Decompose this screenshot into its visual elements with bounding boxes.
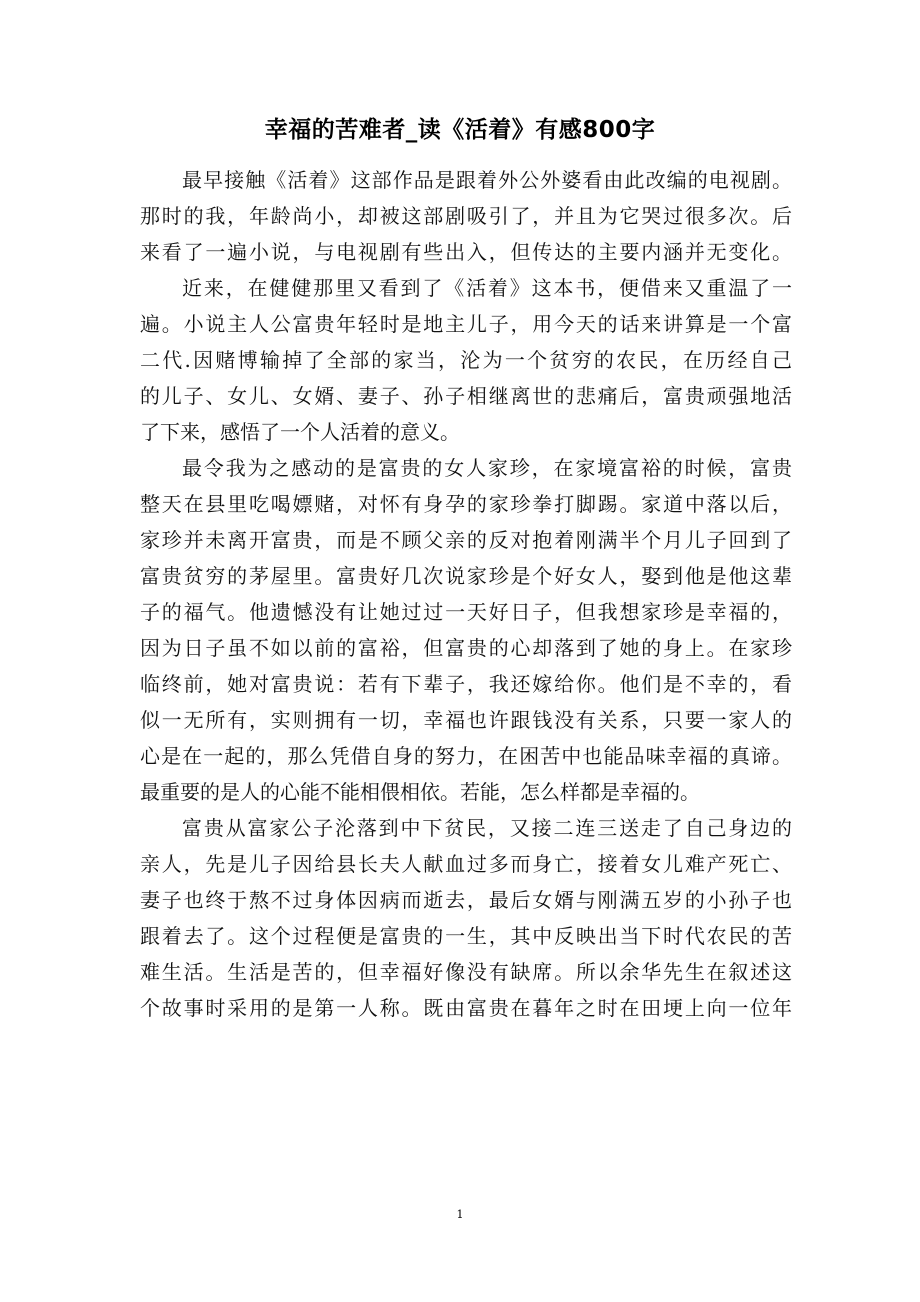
text-line: 整天在县里吃喝嫖赌，对怀有身孕的家珍拳打脚踢。家道中落以后， — [140, 492, 792, 516]
text-line: 来看了一遍小说，与电视剧有些出入，但传达的主要内涵并无变化。 — [140, 240, 792, 264]
document-title: 幸福的苦难者_读《活着》有感800字 — [264, 117, 656, 143]
text-line: 那时的我，年龄尚小，却被这部剧吸引了，并且为它哭过很多次。后 — [140, 204, 792, 228]
text-line: 妻子也终于熬不过身体因病而逝去，最后女婿与刚满五岁的小孙子也 — [140, 888, 792, 912]
paragraph-1 — [140, 162, 792, 270]
text-line: 遍。小说主人公富贵年轻时是地主儿子，用今天的话来讲算是一个富 — [140, 312, 792, 336]
text-line: 临终前，她对富贵说：若有下辈子，我还嫁给你。他们是不幸的，看 — [140, 672, 792, 696]
text-line: 跟着去了。这个过程便是富贵的一生，其中反映出当下时代农民的苦 — [140, 924, 792, 948]
text-line: 个故事时采用的是第一人称。既由富贵在暮年之时在田埂上向一位年 — [140, 996, 792, 1020]
page-number: 1 — [456, 1208, 464, 1221]
text-line: 似一无所有，实则拥有一切，幸福也许跟钱没有关系，只要一家人的 — [140, 708, 792, 732]
text-line: 最重要的是人的心能不能相偎相依。若能，怎么样都是幸福的。 — [140, 780, 700, 804]
text-line: 近来，在健健那里又看到了《活着》这本书，便借来又重温了一 — [182, 276, 792, 300]
text-line: 家珍并未离开富贵，而是不顾父亲的反对抱着刚满半个月儿子回到了 — [140, 528, 792, 552]
paragraph-2 — [140, 270, 792, 450]
text-line: 心是在一起的，那么凭借自身的努力，在困苦中也能品味幸福的真谛。 — [140, 744, 792, 768]
text-line: 亲人，先是儿子因给县长夫人献血过多而身亡，接着女儿难产死亡、 — [140, 852, 792, 876]
paragraph-4 — [140, 810, 792, 1026]
text-line: 因为日子虽不如以前的富裕，但富贵的心却落到了她的身上。在家珍 — [140, 636, 792, 660]
text-line: 的儿子、女儿、女婿、妻子、孙子相继离世的悲痛后，富贵顽强地活 — [140, 384, 792, 408]
document-body — [140, 162, 792, 1026]
text-line: 富贵从富家公子沦落到中下贫民，又接二连三送走了自己身边的 — [182, 816, 792, 840]
text-line: 二代.因赌博输掉了全部的家当，沦为一个贫穷的农民，在历经自己 — [140, 348, 792, 372]
text-line: 了下来，感悟了一个人活着的意义。 — [140, 420, 460, 444]
text-line: 富贵贫穷的茅屋里。富贵好几次说家珍是个好女人，娶到他是他这辈 — [140, 564, 792, 588]
text-line: 最早接触《活着》这部作品是跟着外公外婆看由此改编的电视剧。 — [182, 168, 792, 192]
text-line: 难生活。生活是苦的，但幸福好像没有缺席。所以余华先生在叙述这 — [140, 960, 792, 984]
paragraph-3 — [140, 450, 792, 810]
text-line: 最令我为之感动的是富贵的女人家珍，在家境富裕的时候，富贵 — [182, 456, 792, 480]
text-line: 子的福气。他遗憾没有让她过过一天好日子，但我想家珍是幸福的， — [140, 600, 792, 624]
